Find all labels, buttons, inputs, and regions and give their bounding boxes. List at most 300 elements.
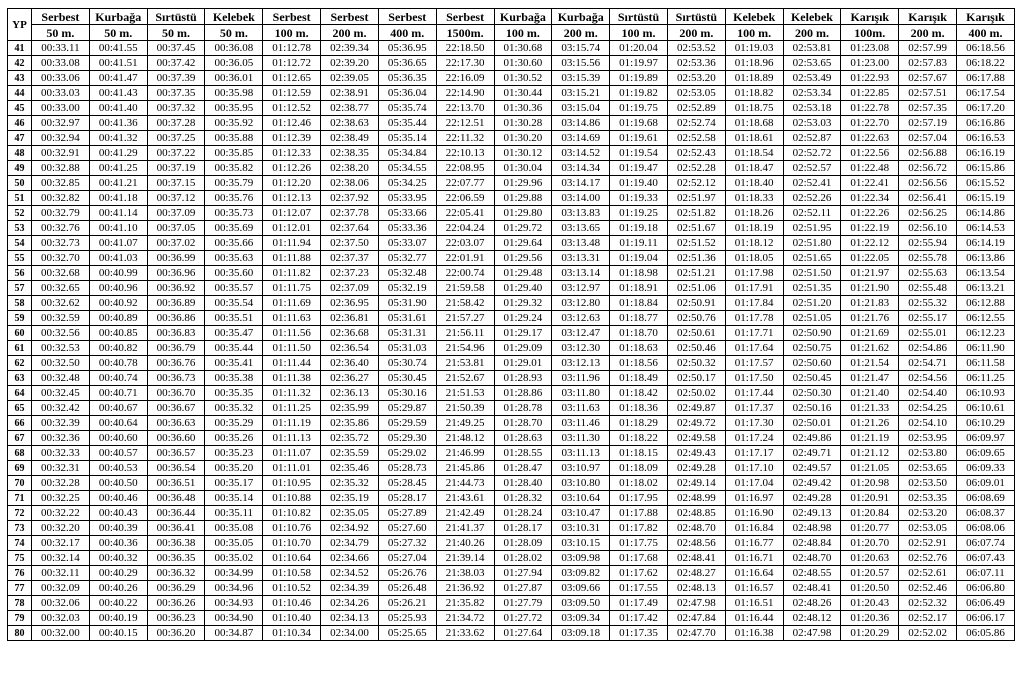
time-cell: 06:18.56 bbox=[957, 41, 1015, 56]
time-cell: 02:57.19 bbox=[899, 116, 957, 131]
time-cell: 01:10.82 bbox=[263, 506, 321, 521]
time-cell: 02:52.02 bbox=[899, 626, 957, 641]
time-cell: 01:22.63 bbox=[841, 131, 899, 146]
time-cell: 01:22.48 bbox=[841, 161, 899, 176]
table-row bbox=[8, 161, 1015, 176]
time-cell: 01:17.04 bbox=[725, 476, 783, 491]
time-cell: 00:32.39 bbox=[32, 416, 90, 431]
time-cell: 01:18.91 bbox=[610, 281, 668, 296]
time-cell: 00:40.92 bbox=[89, 296, 147, 311]
time-cell: 01:28.70 bbox=[494, 416, 552, 431]
yp-value: 71 bbox=[8, 491, 32, 506]
time-cell: 00:32.36 bbox=[32, 431, 90, 446]
time-cell: 01:11.13 bbox=[263, 431, 321, 446]
time-cell: 01:18.96 bbox=[725, 56, 783, 71]
time-cell: 01:12.39 bbox=[263, 131, 321, 146]
table-row bbox=[8, 461, 1015, 476]
time-cell: 02:52.11 bbox=[783, 206, 841, 221]
time-cell: 03:09.34 bbox=[552, 611, 610, 626]
time-cell: 05:30.45 bbox=[378, 371, 436, 386]
stroke-header: Kelebek bbox=[205, 9, 263, 25]
time-cell: 01:23.00 bbox=[841, 56, 899, 71]
time-cell: 01:17.62 bbox=[610, 566, 668, 581]
time-cell: 00:40.78 bbox=[89, 356, 147, 371]
time-cell: 02:56.41 bbox=[899, 191, 957, 206]
time-cell: 05:34.55 bbox=[378, 161, 436, 176]
time-cell: 01:28.86 bbox=[494, 386, 552, 401]
time-cell: 02:55.48 bbox=[899, 281, 957, 296]
time-cell: 00:36.48 bbox=[147, 491, 205, 506]
time-cell: 01:17.30 bbox=[725, 416, 783, 431]
time-cell: 01:10.70 bbox=[263, 536, 321, 551]
time-cell: 00:40.85 bbox=[89, 326, 147, 341]
time-cell: 02:36.40 bbox=[321, 356, 379, 371]
time-cell: 02:49.86 bbox=[783, 431, 841, 446]
stroke-header: Kurbağa bbox=[552, 9, 610, 25]
time-cell: 02:51.20 bbox=[783, 296, 841, 311]
stroke-header: Karışık bbox=[957, 9, 1015, 25]
time-cell: 22:08.95 bbox=[436, 161, 494, 176]
time-cell: 00:37.12 bbox=[147, 191, 205, 206]
time-cell: 01:11.01 bbox=[263, 461, 321, 476]
time-cell: 02:51.06 bbox=[667, 281, 725, 296]
time-cell: 05:26.76 bbox=[378, 566, 436, 581]
time-cell: 01:17.64 bbox=[725, 341, 783, 356]
time-cell: 01:29.80 bbox=[494, 206, 552, 221]
time-cell: 00:32.48 bbox=[32, 371, 90, 386]
time-cell: 01:21.12 bbox=[841, 446, 899, 461]
time-cell: 06:12.88 bbox=[957, 296, 1015, 311]
time-cell: 01:17.75 bbox=[610, 536, 668, 551]
time-cell: 21:33.62 bbox=[436, 626, 494, 641]
time-cell: 00:40.19 bbox=[89, 611, 147, 626]
time-cell: 00:41.03 bbox=[89, 251, 147, 266]
time-cell: 03:09.50 bbox=[552, 596, 610, 611]
time-cell: 02:57.83 bbox=[899, 56, 957, 71]
table-row bbox=[8, 431, 1015, 446]
time-cell: 02:50.75 bbox=[783, 341, 841, 356]
time-cell: 00:32.85 bbox=[32, 176, 90, 191]
time-cell: 03:14.69 bbox=[552, 131, 610, 146]
time-cell: 05:32.48 bbox=[378, 266, 436, 281]
time-cell: 00:40.26 bbox=[89, 581, 147, 596]
time-cell: 21:59.58 bbox=[436, 281, 494, 296]
time-cell: 00:32.82 bbox=[32, 191, 90, 206]
time-cell: 02:48.26 bbox=[783, 596, 841, 611]
time-cell: 00:36.54 bbox=[147, 461, 205, 476]
time-cell: 02:51.21 bbox=[667, 266, 725, 281]
time-cell: 00:37.02 bbox=[147, 236, 205, 251]
time-cell: 02:52.58 bbox=[667, 131, 725, 146]
time-cell: 01:17.55 bbox=[610, 581, 668, 596]
time-cell: 03:12.80 bbox=[552, 296, 610, 311]
yp-header: YP bbox=[8, 9, 32, 41]
time-cell: 00:35.29 bbox=[205, 416, 263, 431]
time-cell: 02:39.05 bbox=[321, 71, 379, 86]
time-cell: 05:29.30 bbox=[378, 431, 436, 446]
time-cell: 02:52.57 bbox=[783, 161, 841, 176]
time-cell: 01:12.59 bbox=[263, 86, 321, 101]
time-cell: 01:29.32 bbox=[494, 296, 552, 311]
table-row bbox=[8, 71, 1015, 86]
time-cell: 01:29.96 bbox=[494, 176, 552, 191]
time-cell: 01:18.47 bbox=[725, 161, 783, 176]
time-cell: 00:36.60 bbox=[147, 431, 205, 446]
table-row bbox=[8, 296, 1015, 311]
time-cell: 01:18.33 bbox=[725, 191, 783, 206]
time-cell: 02:55.17 bbox=[899, 311, 957, 326]
time-cell: 01:18.29 bbox=[610, 416, 668, 431]
time-cell: 00:35.11 bbox=[205, 506, 263, 521]
table-row bbox=[8, 236, 1015, 251]
time-cell: 02:50.02 bbox=[667, 386, 725, 401]
time-cell: 01:16.84 bbox=[725, 521, 783, 536]
time-cell: 00:37.42 bbox=[147, 56, 205, 71]
time-cell: 00:37.39 bbox=[147, 71, 205, 86]
time-cell: 05:36.65 bbox=[378, 56, 436, 71]
time-cell: 05:29.02 bbox=[378, 446, 436, 461]
time-cell: 03:09.98 bbox=[552, 551, 610, 566]
stroke-header: Karışık bbox=[841, 9, 899, 25]
yp-value: 54 bbox=[8, 236, 32, 251]
table-row bbox=[8, 281, 1015, 296]
time-cell: 00:36.51 bbox=[147, 476, 205, 491]
time-cell: 00:35.95 bbox=[205, 101, 263, 116]
time-cell: 01:11.94 bbox=[263, 236, 321, 251]
time-cell: 02:37.50 bbox=[321, 236, 379, 251]
time-cell: 01:30.20 bbox=[494, 131, 552, 146]
time-cell: 00:34.96 bbox=[205, 581, 263, 596]
yp-value: 72 bbox=[8, 506, 32, 521]
time-cell: 01:20.50 bbox=[841, 581, 899, 596]
stroke-header: Serbest bbox=[436, 9, 494, 25]
time-cell: 02:48.55 bbox=[783, 566, 841, 581]
time-cell: 05:26.21 bbox=[378, 596, 436, 611]
time-cell: 00:36.23 bbox=[147, 611, 205, 626]
stroke-header-row bbox=[8, 9, 1015, 25]
time-cell: 00:32.62 bbox=[32, 296, 90, 311]
time-cell: 02:50.16 bbox=[783, 401, 841, 416]
time-cell: 01:28.40 bbox=[494, 476, 552, 491]
time-cell: 02:52.72 bbox=[783, 146, 841, 161]
distance-header: 100 m. bbox=[610, 25, 668, 41]
time-cell: 02:34.52 bbox=[321, 566, 379, 581]
distance-header-row bbox=[8, 25, 1015, 41]
time-cell: 00:32.73 bbox=[32, 236, 90, 251]
time-cell: 00:36.70 bbox=[147, 386, 205, 401]
time-cell: 00:36.35 bbox=[147, 551, 205, 566]
yp-value: 51 bbox=[8, 191, 32, 206]
time-cell: 01:30.68 bbox=[494, 41, 552, 56]
time-cell: 01:18.54 bbox=[725, 146, 783, 161]
time-cell: 03:13.83 bbox=[552, 206, 610, 221]
stroke-header: Sırtüstü bbox=[667, 9, 725, 25]
time-cell: 00:36.01 bbox=[205, 71, 263, 86]
time-cell: 01:21.47 bbox=[841, 371, 899, 386]
time-cell: 21:42.49 bbox=[436, 506, 494, 521]
time-cell: 01:12.07 bbox=[263, 206, 321, 221]
time-cell: 02:34.26 bbox=[321, 596, 379, 611]
distance-header: 100 m. bbox=[263, 25, 321, 41]
time-cell: 01:27.72 bbox=[494, 611, 552, 626]
time-cell: 01:21.26 bbox=[841, 416, 899, 431]
time-cell: 06:14.86 bbox=[957, 206, 1015, 221]
time-cell: 01:11.19 bbox=[263, 416, 321, 431]
time-cell: 00:40.32 bbox=[89, 551, 147, 566]
time-cell: 21:53.81 bbox=[436, 356, 494, 371]
distance-header: 50 m. bbox=[147, 25, 205, 41]
time-cell: 00:32.31 bbox=[32, 461, 90, 476]
yp-value: 61 bbox=[8, 341, 32, 356]
time-cell: 00:32.06 bbox=[32, 596, 90, 611]
time-cell: 02:52.61 bbox=[899, 566, 957, 581]
time-cell: 06:10.29 bbox=[957, 416, 1015, 431]
time-cell: 01:20.84 bbox=[841, 506, 899, 521]
time-cell: 02:37.37 bbox=[321, 251, 379, 266]
yp-value: 48 bbox=[8, 146, 32, 161]
time-cell: 00:36.08 bbox=[205, 41, 263, 56]
yp-value: 75 bbox=[8, 551, 32, 566]
distance-header: 100m. bbox=[841, 25, 899, 41]
time-cell: 02:51.65 bbox=[783, 251, 841, 266]
time-cell: 00:40.22 bbox=[89, 596, 147, 611]
time-cell: 00:41.18 bbox=[89, 191, 147, 206]
time-cell: 03:15.56 bbox=[552, 56, 610, 71]
time-cell: 01:19.82 bbox=[610, 86, 668, 101]
time-cell: 01:29.01 bbox=[494, 356, 552, 371]
time-cell: 02:48.98 bbox=[783, 521, 841, 536]
time-cell: 01:18.84 bbox=[610, 296, 668, 311]
time-cell: 02:50.90 bbox=[783, 326, 841, 341]
time-cell: 01:16.64 bbox=[725, 566, 783, 581]
time-cell: 00:34.93 bbox=[205, 596, 263, 611]
time-cell: 02:53.05 bbox=[899, 521, 957, 536]
time-cell: 03:12.47 bbox=[552, 326, 610, 341]
time-cell: 05:36.95 bbox=[378, 41, 436, 56]
time-cell: 02:57.04 bbox=[899, 131, 957, 146]
stroke-header: Sırtüstü bbox=[610, 9, 668, 25]
time-cell: 00:41.40 bbox=[89, 101, 147, 116]
time-cell: 00:40.29 bbox=[89, 566, 147, 581]
time-cell: 02:51.52 bbox=[667, 236, 725, 251]
time-cell: 01:18.63 bbox=[610, 341, 668, 356]
time-cell: 01:19.68 bbox=[610, 116, 668, 131]
stroke-header: Sırtüstü bbox=[147, 9, 205, 25]
time-cell: 00:37.05 bbox=[147, 221, 205, 236]
time-cell: 03:11.46 bbox=[552, 416, 610, 431]
time-cell: 05:28.45 bbox=[378, 476, 436, 491]
time-cell: 01:18.89 bbox=[725, 71, 783, 86]
time-cell: 06:11.25 bbox=[957, 371, 1015, 386]
yp-value: 59 bbox=[8, 311, 32, 326]
time-cell: 01:28.63 bbox=[494, 431, 552, 446]
time-cell: 00:33.00 bbox=[32, 101, 90, 116]
time-cell: 00:36.44 bbox=[147, 506, 205, 521]
time-cell: 00:40.53 bbox=[89, 461, 147, 476]
time-cell: 02:51.95 bbox=[783, 221, 841, 236]
time-cell: 02:50.76 bbox=[667, 311, 725, 326]
yp-value: 63 bbox=[8, 371, 32, 386]
time-cell: 01:17.78 bbox=[725, 311, 783, 326]
yp-value: 56 bbox=[8, 266, 32, 281]
time-cell: 01:11.69 bbox=[263, 296, 321, 311]
time-cell: 03:10.31 bbox=[552, 521, 610, 536]
time-cell: 01:22.85 bbox=[841, 86, 899, 101]
time-cell: 05:35.14 bbox=[378, 131, 436, 146]
time-cell: 21:45.86 bbox=[436, 461, 494, 476]
time-cell: 02:37.78 bbox=[321, 206, 379, 221]
time-cell: 00:33.03 bbox=[32, 86, 90, 101]
time-cell: 01:16.44 bbox=[725, 611, 783, 626]
distance-header: 200 m. bbox=[321, 25, 379, 41]
time-cell: 00:35.76 bbox=[205, 191, 263, 206]
time-cell: 01:19.47 bbox=[610, 161, 668, 176]
time-cell: 02:38.77 bbox=[321, 101, 379, 116]
time-cell: 00:35.17 bbox=[205, 476, 263, 491]
time-cell: 01:17.35 bbox=[610, 626, 668, 641]
time-cell: 22:14.90 bbox=[436, 86, 494, 101]
table-row bbox=[8, 131, 1015, 146]
time-cell: 03:10.64 bbox=[552, 491, 610, 506]
time-cell: 01:21.40 bbox=[841, 386, 899, 401]
time-cell: 01:29.40 bbox=[494, 281, 552, 296]
stroke-header: Serbest bbox=[321, 9, 379, 25]
time-cell: 02:56.10 bbox=[899, 221, 957, 236]
time-cell: 00:40.36 bbox=[89, 536, 147, 551]
time-cell: 02:56.72 bbox=[899, 161, 957, 176]
time-cell: 02:35.86 bbox=[321, 416, 379, 431]
time-cell: 02:49.28 bbox=[783, 491, 841, 506]
time-cell: 03:14.00 bbox=[552, 191, 610, 206]
time-cell: 02:52.41 bbox=[783, 176, 841, 191]
time-cell: 21:56.11 bbox=[436, 326, 494, 341]
time-cell: 06:07.11 bbox=[957, 566, 1015, 581]
time-cell: 06:09.33 bbox=[957, 461, 1015, 476]
distance-header: 200 m. bbox=[667, 25, 725, 41]
time-cell: 00:36.67 bbox=[147, 401, 205, 416]
time-cell: 00:41.07 bbox=[89, 236, 147, 251]
table-row bbox=[8, 251, 1015, 266]
time-cell: 03:11.30 bbox=[552, 431, 610, 446]
time-cell: 00:37.19 bbox=[147, 161, 205, 176]
time-cell: 00:32.70 bbox=[32, 251, 90, 266]
yp-value: 58 bbox=[8, 296, 32, 311]
time-cell: 01:12.01 bbox=[263, 221, 321, 236]
time-cell: 02:52.91 bbox=[899, 536, 957, 551]
time-cell: 03:10.80 bbox=[552, 476, 610, 491]
time-cell: 06:08.37 bbox=[957, 506, 1015, 521]
time-cell: 01:19.33 bbox=[610, 191, 668, 206]
time-cell: 00:35.79 bbox=[205, 176, 263, 191]
time-cell: 02:55.94 bbox=[899, 236, 957, 251]
time-cell: 05:36.04 bbox=[378, 86, 436, 101]
time-cell: 01:18.77 bbox=[610, 311, 668, 326]
time-cell: 00:40.43 bbox=[89, 506, 147, 521]
time-cell: 02:53.81 bbox=[783, 41, 841, 56]
time-cell: 01:22.26 bbox=[841, 206, 899, 221]
stroke-header: Kurbağa bbox=[89, 9, 147, 25]
time-cell: 00:32.65 bbox=[32, 281, 90, 296]
time-cell: 02:53.34 bbox=[783, 86, 841, 101]
time-cell: 01:11.38 bbox=[263, 371, 321, 386]
table-row bbox=[8, 311, 1015, 326]
time-cell: 00:35.44 bbox=[205, 341, 263, 356]
time-cell: 02:38.49 bbox=[321, 131, 379, 146]
time-cell: 02:52.46 bbox=[899, 581, 957, 596]
time-cell: 21:48.12 bbox=[436, 431, 494, 446]
time-cell: 02:55.01 bbox=[899, 326, 957, 341]
time-cell: 01:28.09 bbox=[494, 536, 552, 551]
time-cell: 01:11.88 bbox=[263, 251, 321, 266]
time-cell: 02:39.20 bbox=[321, 56, 379, 71]
yp-value: 65 bbox=[8, 401, 32, 416]
time-cell: 01:21.54 bbox=[841, 356, 899, 371]
distance-header: 200 m. bbox=[899, 25, 957, 41]
time-cell: 00:35.47 bbox=[205, 326, 263, 341]
time-cell: 02:51.36 bbox=[667, 251, 725, 266]
time-cell: 00:35.73 bbox=[205, 206, 263, 221]
time-cell: 21:54.96 bbox=[436, 341, 494, 356]
time-cell: 06:12.55 bbox=[957, 311, 1015, 326]
table-row bbox=[8, 326, 1015, 341]
time-cell: 01:18.75 bbox=[725, 101, 783, 116]
time-cell: 05:31.03 bbox=[378, 341, 436, 356]
time-cell: 01:28.93 bbox=[494, 371, 552, 386]
time-cell: 06:11.58 bbox=[957, 356, 1015, 371]
stroke-header: Serbest bbox=[378, 9, 436, 25]
time-cell: 02:38.20 bbox=[321, 161, 379, 176]
time-cell: 01:11.56 bbox=[263, 326, 321, 341]
time-cell: 00:36.32 bbox=[147, 566, 205, 581]
time-cell: 02:53.95 bbox=[899, 431, 957, 446]
time-cell: 06:09.65 bbox=[957, 446, 1015, 461]
time-cell: 01:22.70 bbox=[841, 116, 899, 131]
time-cell: 00:33.11 bbox=[32, 41, 90, 56]
time-cell: 02:39.34 bbox=[321, 41, 379, 56]
time-cell: 01:28.24 bbox=[494, 506, 552, 521]
time-cell: 02:35.19 bbox=[321, 491, 379, 506]
time-cell: 02:53.20 bbox=[667, 71, 725, 86]
time-cell: 02:50.32 bbox=[667, 356, 725, 371]
time-cell: 01:20.04 bbox=[610, 41, 668, 56]
time-cell: 01:10.34 bbox=[263, 626, 321, 641]
time-cell: 02:36.13 bbox=[321, 386, 379, 401]
time-cell: 02:49.42 bbox=[783, 476, 841, 491]
time-cell: 01:19.54 bbox=[610, 146, 668, 161]
time-cell: 01:20.36 bbox=[841, 611, 899, 626]
time-cell: 00:40.99 bbox=[89, 266, 147, 281]
distance-header: 400 m. bbox=[378, 25, 436, 41]
time-cell: 01:23.08 bbox=[841, 41, 899, 56]
time-cell: 02:47.98 bbox=[667, 596, 725, 611]
time-cell: 01:16.51 bbox=[725, 596, 783, 611]
yp-value: 49 bbox=[8, 161, 32, 176]
time-cell: 22:18.50 bbox=[436, 41, 494, 56]
time-cell: 21:58.42 bbox=[436, 296, 494, 311]
time-cell: 01:20.29 bbox=[841, 626, 899, 641]
time-cell: 03:15.04 bbox=[552, 101, 610, 116]
time-cell: 06:13.21 bbox=[957, 281, 1015, 296]
time-cell: 01:20.77 bbox=[841, 521, 899, 536]
time-cell: 05:30.16 bbox=[378, 386, 436, 401]
time-cell: 06:18.22 bbox=[957, 56, 1015, 71]
time-cell: 06:16.53 bbox=[957, 131, 1015, 146]
time-cell: 02:35.99 bbox=[321, 401, 379, 416]
time-cell: 22:17.30 bbox=[436, 56, 494, 71]
time-cell: 03:11.80 bbox=[552, 386, 610, 401]
time-cell: 02:52.43 bbox=[667, 146, 725, 161]
time-cell: 03:15.74 bbox=[552, 41, 610, 56]
